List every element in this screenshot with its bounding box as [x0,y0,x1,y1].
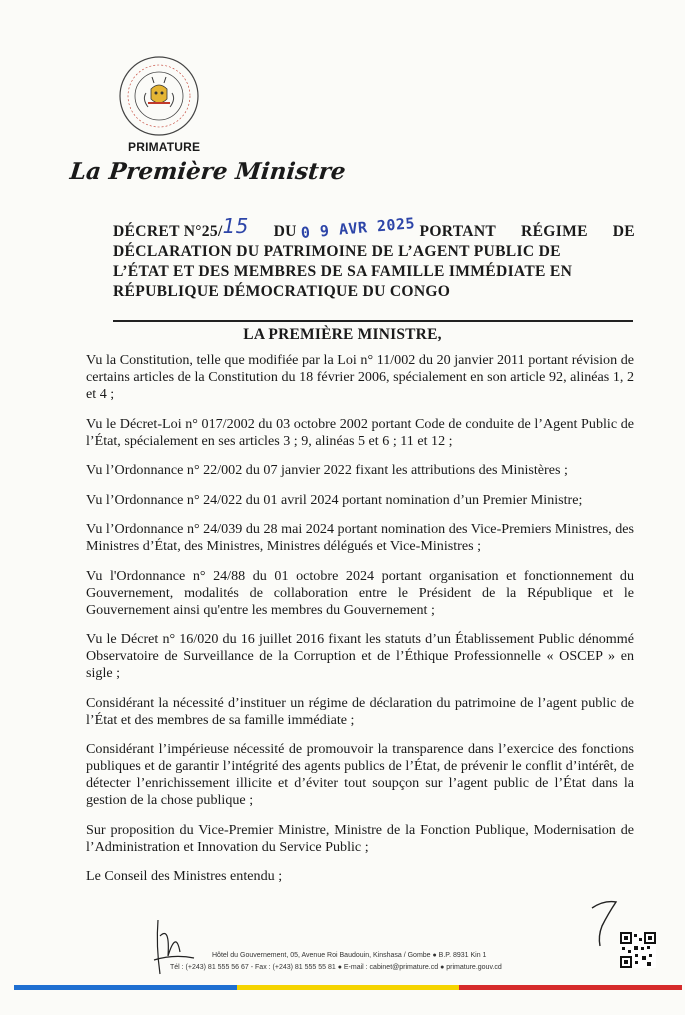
visa-paragraph: Vu l’Ordonnance n° 22/002 du 07 janvier 2022 fixant les attributions des Ministères ; [86,462,568,478]
decree-title-line-2: DÉCLARATION DU PATRIMOINE DE L’AGENT PUBLIC DE [113,243,561,260]
decree-du: DU [273,223,297,240]
flag-band-blue [14,985,237,990]
decree-title-line-3: L’ÉTAT ET DES MEMBRES DE SA FAMILLE IMMÉDIATE EN [113,263,573,280]
government-seal-icon [118,55,200,137]
qr-code-icon [620,932,656,968]
handwritten-initial-icon [586,896,620,948]
visa-paragraph: Vu le Décret n° 16/020 du 16 juillet 2016 fixant les statuts d’un Établissement Public dénommé Observatoire de Surveillance de la Corruption et de l’Éthique Professionnelle « OSCEP » en sigle ; [86,631,634,681]
footer-address [170,950,610,974]
decree-label: DÉCRET N°25/ [113,223,223,240]
proposal-paragraph: Sur proposition du Vice-Premier Ministre, Ministre de la Fonction Publique, Modernisation de l’Administration et Innovation du Service Public ; [86,821,634,855]
office-subtitle: La Première Ministre [68,158,347,185]
visa-paragraph: Vu l'Ordonnance n° 24/88 du 01 octobre 2024 portant organisation et fonctionnement du Gouvernement, modalités de collaboration entre le Président de la République et le Gouvernement ainsi qu'entre les membres du Gouvernement ; [86,567,634,618]
date-stamp: 0 9 AVR 2025 [300,214,416,242]
considerant-paragraph: Considérant la nécessité d’instituer un régime de déclaration du patrimoine de l’agent public de l’État et des membres de sa famille immédiate ; [86,694,634,728]
flag-color-band [14,985,682,990]
considerant-paragraph: Considérant l’impérieuse nécessité de promouvoir la transparence dans l’exercice des fonctions publiques et de garantir l’intégrité des agents publics de l’État, de prévenir le conflit d’intérêt, de détecter l’enrichissement illicite et d’éviter tout soupçon sur l’agent public de l’État dans la gestion de la chose publique ; [86,741,634,808]
title-divider [113,320,633,322]
decree-title-line-4: RÉPUBLIQUE DÉMOCRATIQUE DU CONGO [113,283,451,300]
office-name: PRIMATURE [128,140,201,154]
decree-body [86,352,634,898]
footer-line-1: Hôtel du Gouvernement, 05, Avenue Roi Baudouin, Kinshasa / Gombe ● B.P. 8931 Kin 1 [212,952,487,959]
visa-paragraph: Vu l’Ordonnance n° 24/022 du 01 avril 2024 portant nomination d’un Premier Ministre; [86,491,583,508]
decree-de: DE [612,223,635,240]
flag-band-red [459,985,682,990]
decree-number: 15 [222,214,249,238]
decree-title-line-1 [113,214,635,242]
minister-heading: LA PREMIÈRE MINISTRE, [243,326,442,343]
decree-portant: PORTANT [419,223,497,240]
visa-paragraph: Vu la Constitution, telle que modifiée par la Loi n° 11/002 du 20 janvier 2011 portant révision de certains articles de la Constitution du 18 février 2006, spécialement en son article 92, alinéas 1, 2 et 4 ; [86,352,634,402]
council-line: Le Conseil des Ministres entendu ; [86,868,283,884]
decree-title [113,214,635,302]
footer-line-2: Tél : (+243) 81 555 56 67 - Fax : (+243) 81 555 55 81 ● E-mail : cabinet@primature.cd ● primature.gouv.cd [170,964,502,971]
flag-band-yellow [237,985,460,990]
visa-paragraph: Vu le Décret-Loi n° 017/2002 du 03 octobre 2002 portant Code de conduite de l’Agent Public de l’État, spécialement en ses articles 3 ; 9, alinéas 5 et 6 ; 11 et 12 ; [86,415,634,449]
visa-paragraph: Vu l’Ordonnance n° 24/039 du 28 mai 2024 portant nomination des Vice-Premiers Ministres, des Ministres d’État, des Ministres, Ministres délégués et Vice-Ministres ; [86,521,634,554]
decree-regime: RÉGIME [521,223,588,240]
